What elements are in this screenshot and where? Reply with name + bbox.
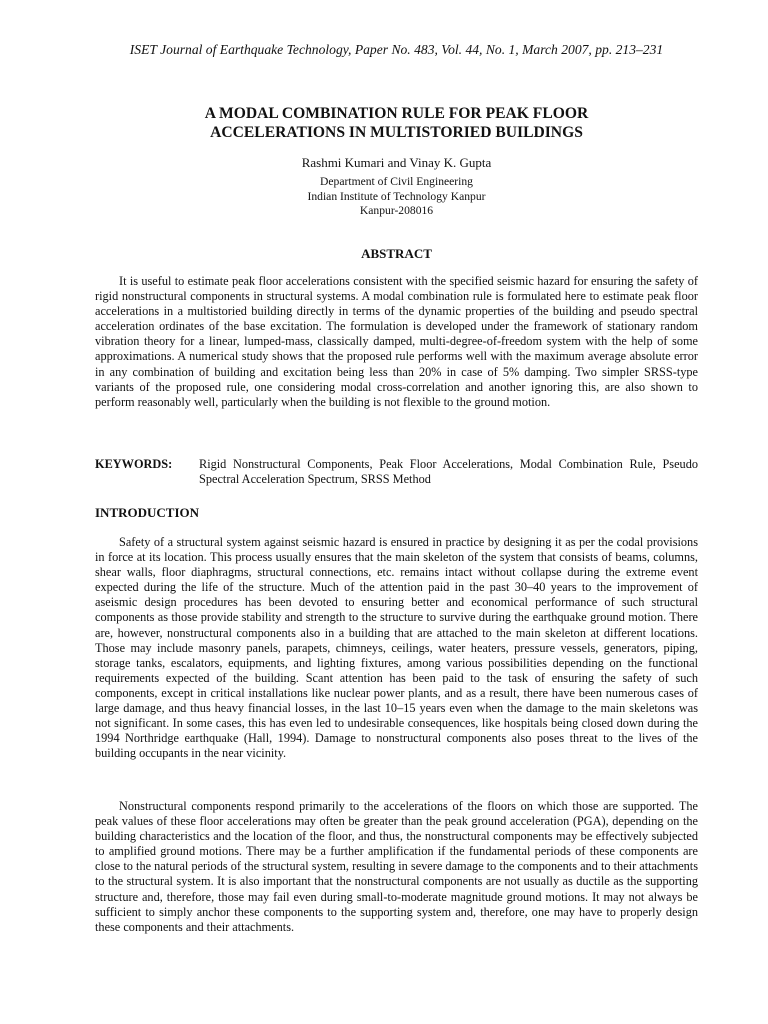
affiliation-department: Department of Civil Engineering [320, 175, 473, 188]
authors: Rashmi Kumari and Vinay K. Gupta [301, 155, 492, 170]
affiliation-address: Kanpur-208016 [359, 204, 434, 217]
abstract-heading: ABSTRACT [361, 246, 432, 261]
introduction-heading: INTRODUCTION [95, 505, 200, 520]
keywords [95, 457, 698, 487]
running-head: ISET Journal of Earthquake Technology, Paper No. 483, Vol. 44, No. 1, March 2007, pp. 213–231 [129, 42, 664, 57]
title-line-2: ACCELERATIONS IN MULTISTORIED BUILDINGS [210, 124, 583, 141]
affiliation [95, 175, 698, 219]
title-line-1: A MODAL COMBINATION RULE FOR PEAK FLOOR [204, 105, 589, 122]
keywords-text: Rigid Nonstructural Components, Peak Floor Accelerations, Modal Combination Rule, Pseudo Spectral Acceleration Spectrum, SRSS Method [199, 457, 698, 487]
introduction-paragraph-1: Safety of a structural system against seismic hazard is ensured in practice by designing it as per the codal provisions in force at its location. This process usually ensures that the main skeleton of the system that consists of beams, columns, shear walls, floor diaphragms, structural connections, etc. remains intact without collapse during the extreme event expected during the life of the structure. Much of the attention paid in the past 30–40 years to the improvement of aseismic design procedures has been devoted to ensuring better and economical performance of such structural components as those provide stability and strength to the structure to survive during the earthquake ground motion. There are, however, nonstructural components also in a building that are attached to the main skeleton at different locations. Those may include masonry panels, parapets, chimneys, ceilings, water heaters, pressure vessels, generators, piping, storage tanks, escalators, equipments, and lighting fixtures, among various possibilities depending on the functional requirements expected of the building. Scant attention has been paid to the task of ensuring the safety of such components, except in critical installations like nuclear power plants, and as a result, there have been numerous cases of large damage, and thus heavy financial losses, in the last 10–15 years even when the damage to the main skeletons was not significant. In some cases, this has even led to undesirable consequences, like hospitals being closed down during the 1994 Northridge earthquake (Hall, 1994). Damage to nonstructural components also poses threat to the lives of the building occupants in the near vicinity. [95, 535, 698, 761]
keywords-label: KEYWORDS: [95, 457, 173, 471]
paper-title [95, 104, 698, 142]
abstract-text: It is useful to estimate peak floor accelerations consistent with the specified seismic hazard for ensuring the safety of rigid nonstructural components in structural systems. A modal combination rule is formulated here to estimate peak floor accelerations in a multistoried building directly in terms of the dynamic properties of the building and pseudo spectral acceleration ordinates of the base excitation. The formulation is developed under the framework of stationary random vibration theory for a linear, lumped-mass, classically damped, multi-degree-of-freedom system with the help of some approximations. A numerical study shows that the proposed rule performs well with the maximum average absolute error in any combination of building and excitation being less than 20% in case of 5% damping. Two simpler SRSS-type variants of the proposed rule, one considering modal cross-correlation and another ignoring this, are also shown to perform reasonably well, particularly when the building is not flexible to the ground motion. [95, 274, 698, 409]
introduction-paragraph-2: Nonstructural components respond primarily to the accelerations of the floors on which those are supported. The peak values of these floor accelerations may often be greater than the peak ground acceleration (PGA), depending on the building characteristics and the location of the floor, and thus, the nonstructural components may be effectively subjected to amplified ground motions. There may be a further amplification if the fundamental periods of these components are close to the natural periods of the structural system, resulting in severe damage to the components and to their attachments to the structural system. It is also important that the nonstructural components are not usually as ductile as the supporting structure and, therefore, those may fail even during small-to-moderate magnitude ground motions. It may not always be sufficient to simply anchor these components to the supporting system and, therefore, one may have to properly design these components and their attachments. [95, 799, 698, 934]
affiliation-institute: Indian Institute of Technology Kanpur [307, 189, 486, 203]
